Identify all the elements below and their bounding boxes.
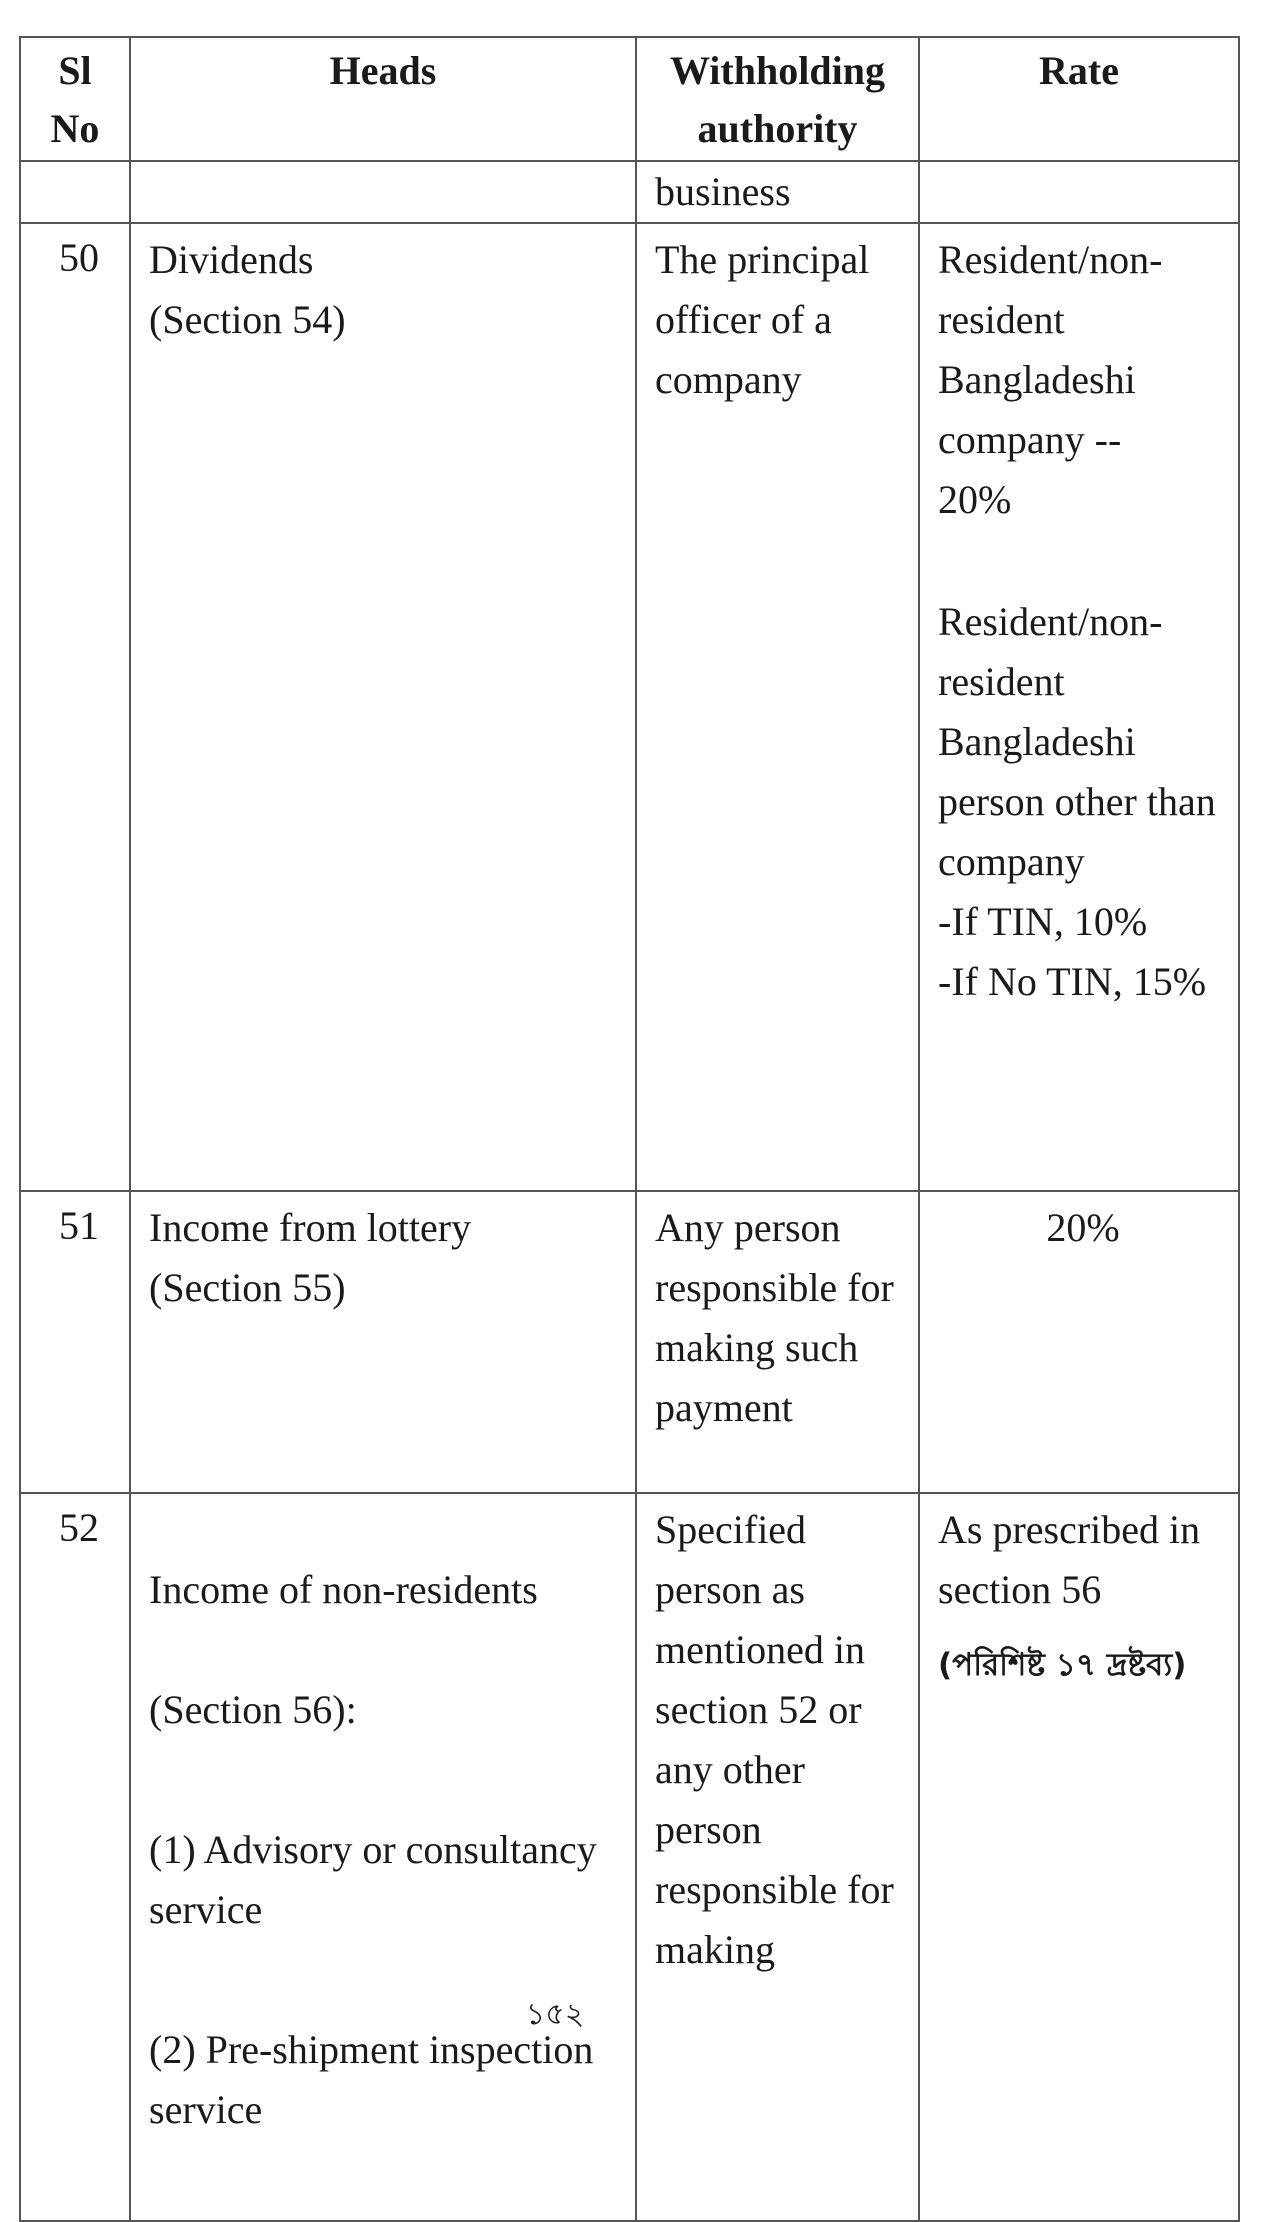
- rate-note: (পরিশিষ্ট ১৭ দ্রষ্টব্য): [938, 1647, 1187, 1683]
- header-withholding-authority: Withholding authority: [636, 37, 919, 161]
- page-number: ১৫২: [525, 1997, 585, 2032]
- header-sl-no: Sl No: [20, 37, 130, 161]
- header-rate: Rate: [919, 37, 1239, 161]
- cell-authority: Specified person as mentioned in section 52 or any other person responsible for making: [636, 1493, 919, 2221]
- heads-item-1: (1) Advisory or consultancy service: [149, 1827, 597, 1932]
- cell-authority: Any person responsible for making such payment: [636, 1191, 919, 1493]
- cell-authority: The principal officer of a company: [636, 223, 919, 1191]
- cell-empty: [919, 161, 1239, 223]
- cell-sl-no: 50: [20, 223, 130, 1191]
- rate-company: Resident/non-resident Bangladeshi company -- 20%: [938, 237, 1163, 522]
- rate-non-company: Resident/non-resident Bangladeshi person other than company -If TIN, 10% -If No TIN, 15%: [938, 599, 1216, 1004]
- table-row-carry-over: [20, 161, 1239, 223]
- cell-empty: [130, 161, 636, 223]
- table-row-51: [20, 1191, 1239, 1493]
- cell-empty: [20, 161, 130, 223]
- cell-heads: Income from lottery (Section 55): [130, 1191, 636, 1493]
- table-header-row: [20, 37, 1239, 161]
- cell-sl-no: 51: [20, 1191, 130, 1493]
- cell-authority-carry-over: business: [636, 161, 919, 223]
- cell-sl-no: 52: [20, 1493, 130, 2221]
- rate-text: As prescribed in section 56: [938, 1507, 1201, 1612]
- cell-rate: 20%: [919, 1191, 1239, 1493]
- cell-heads: Dividends (Section 54): [130, 223, 636, 1191]
- cell-rate: [919, 1493, 1239, 2221]
- cell-rate: [919, 223, 1239, 1191]
- heads-item-2: (2) Pre-shipment inspection service: [149, 2027, 594, 2132]
- table-row-52: [20, 1493, 1239, 2221]
- heads-section: (Section 56):: [149, 1687, 357, 1732]
- header-heads: Heads: [130, 37, 636, 161]
- heads-title: Income of non-residents: [149, 1567, 538, 1612]
- cell-heads: [130, 1493, 636, 2221]
- withholding-tax-table: [19, 36, 1240, 2222]
- table-row-50: [20, 223, 1239, 1191]
